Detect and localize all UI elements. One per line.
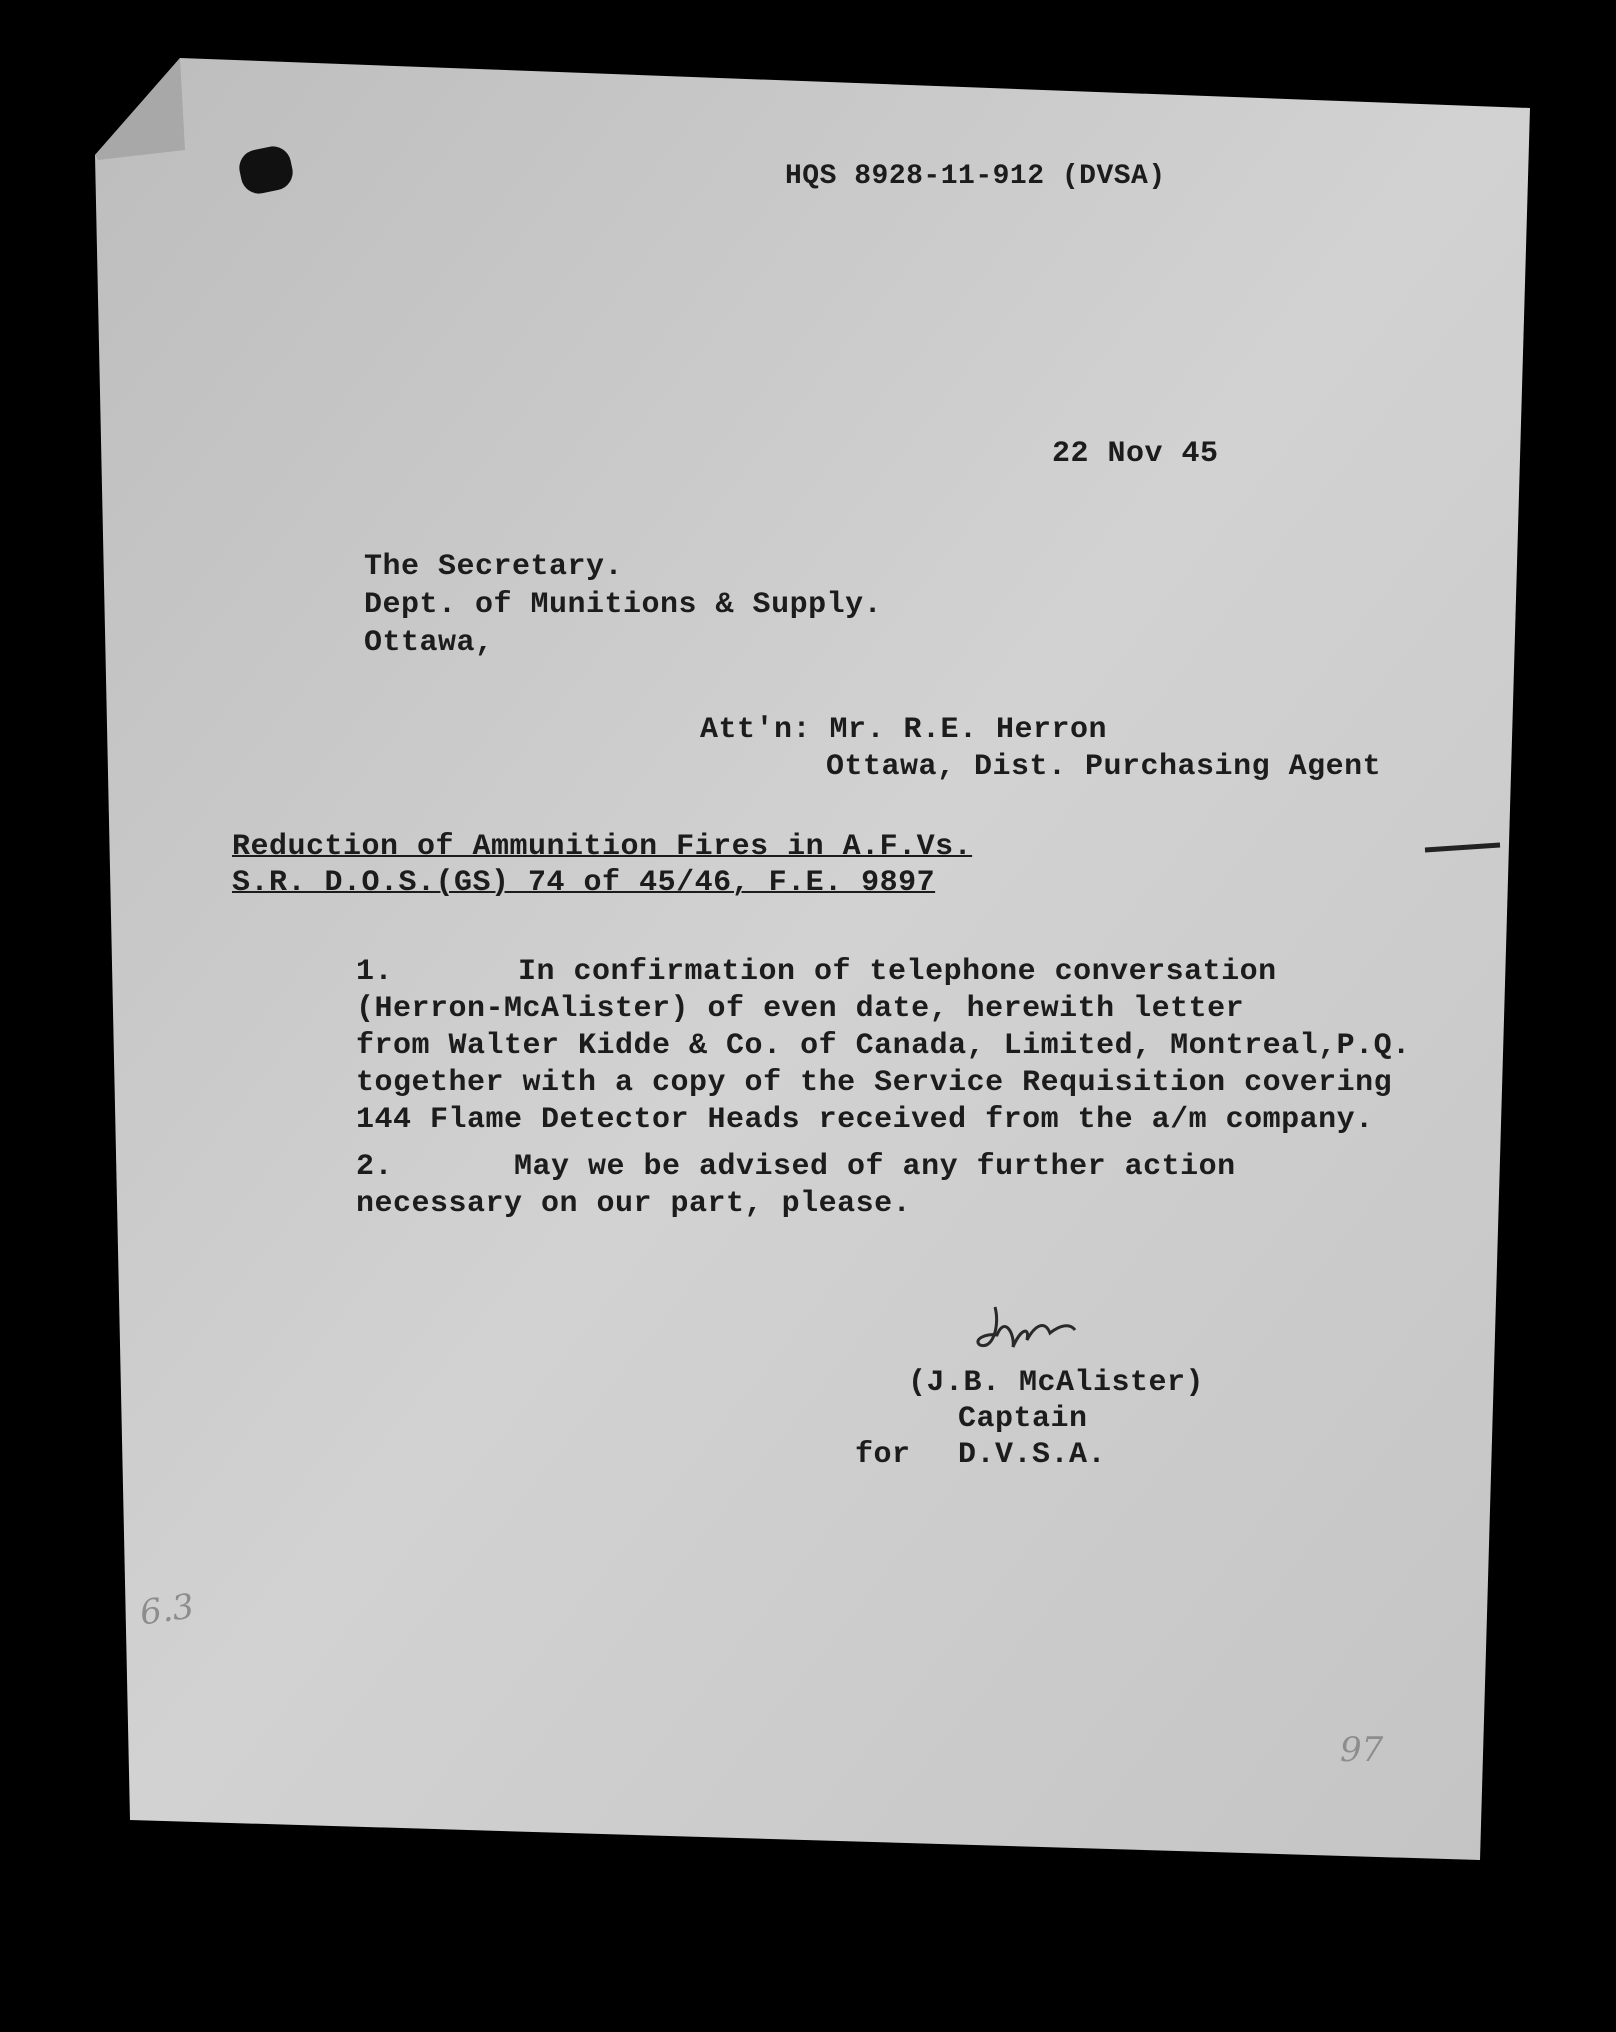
handwritten-initials: [975, 1295, 1095, 1365]
folded-corner: [95, 58, 185, 160]
paragraph-number: 2.: [356, 1150, 394, 1184]
paragraph-line: from Walter Kidde & Co. of Canada, Limited, Montreal,P.Q.: [356, 1029, 1411, 1063]
signer-unit: D.V.S.A.: [958, 1438, 1107, 1472]
attention-line: Ottawa, Dist. Purchasing Agent: [826, 750, 1382, 784]
attention-line: Att'n: Mr. R.E. Herron: [700, 713, 1108, 747]
paragraph-line: necessary on our part, please.: [356, 1187, 912, 1221]
subject-line: Reduction of Ammunition Fires in A.F.Vs.: [232, 830, 973, 864]
addressee-line: Dept. of Munitions & Supply.: [364, 588, 883, 622]
subject-line: S.R. D.O.S.(GS) 74 of 45/46, F.E. 9897: [232, 866, 936, 900]
letter-date: 22 Nov 45: [1052, 437, 1219, 471]
signer-name: (J.B. McAlister): [908, 1366, 1205, 1400]
paragraph-line: 144 Flame Detector Heads received from the a/m company.: [356, 1103, 1374, 1137]
addressee-line: The Secretary.: [364, 550, 624, 584]
margin-note-left: 6.3: [137, 1586, 197, 1634]
paragraph-line: together with a copy of the Service Requisition covering: [356, 1066, 1393, 1100]
file-reference: HQS 8928-11-912 (DVSA): [785, 161, 1166, 192]
signer-rank: Captain: [958, 1402, 1088, 1436]
signer-for-label: for: [855, 1438, 911, 1472]
paragraph-line: In confirmation of telephone conversation: [518, 955, 1277, 989]
paragraph-number: 1.: [356, 955, 394, 989]
paragraph-line: May we be advised of any further action: [514, 1150, 1236, 1184]
addressee-line: Ottawa,: [364, 626, 494, 660]
paragraph-line: (Herron-McAlister) of even date, herewith letter: [356, 992, 1245, 1026]
margin-note-page-number: 97: [1340, 1730, 1384, 1770]
